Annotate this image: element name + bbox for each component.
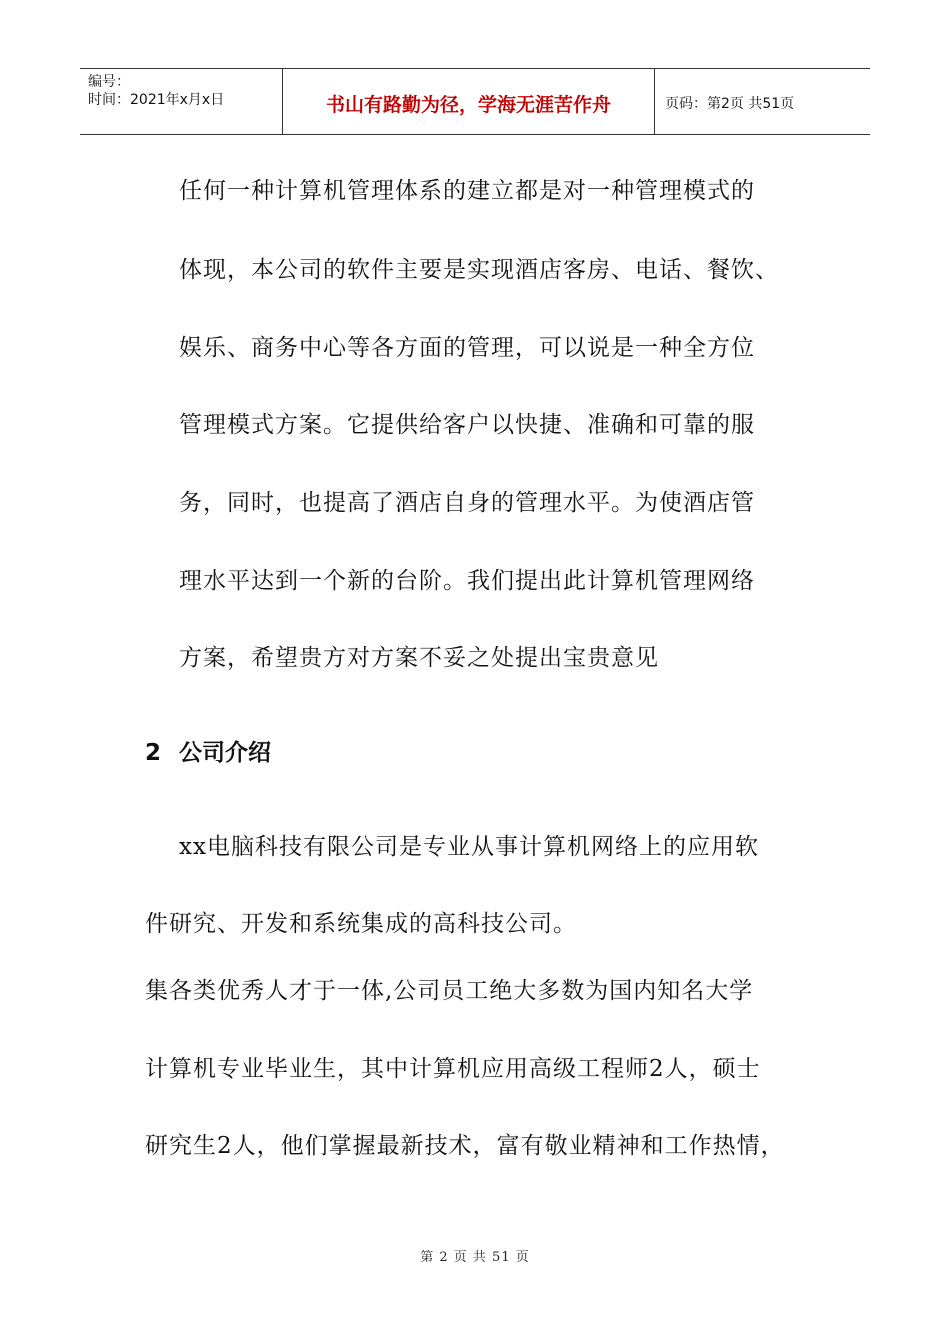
body-line: 体现，本公司的软件主要是实现酒店客房、电话、餐饮、: [179, 257, 779, 283]
body-line: 集各类优秀人才于一体,公司员工绝大多数为国内知名大学: [145, 978, 754, 1004]
header-meta-cell: [80, 69, 283, 134]
body-line: 计算机专业毕业生，其中计算机应用高级工程师2人，硕士: [145, 1056, 761, 1082]
section-number: 2: [145, 740, 162, 766]
header-motto: 书山有路勤为径，学海无涯苦作舟: [283, 69, 655, 134]
body-line: 娱乐、商务中心等各方面的管理，可以说是一种全方位: [179, 335, 755, 361]
section-title: 公司介绍: [179, 740, 271, 766]
body-line: 研究生2人，他们掌握最新技术，富有敬业精神和工作热情，: [145, 1133, 785, 1159]
body-line: xx电脑科技有限公司是专业从事计算机网络上的应用软: [179, 834, 759, 860]
body-line: 任何一种计算机管理体系的建立都是对一种管理模式的: [179, 178, 755, 204]
document-header: [80, 68, 870, 135]
header-date-label: 时间：2021年x月x日: [88, 92, 225, 108]
header-number-label: 编号：: [88, 74, 130, 90]
body-line: 方案，希望贵方对方案不妥之处提出宝贵意见: [179, 645, 659, 671]
section-heading: [145, 734, 271, 767]
body-line: 管理模式方案。它提供给客户以快捷、准确和可靠的服: [179, 412, 755, 438]
body-line: 务，同时，也提高了酒店自身的管理水平。为使酒店管: [179, 490, 755, 516]
header-page-info: 页码：第2页 共51页: [665, 95, 795, 112]
page-footer: 第 2 页 共 51 页: [420, 1250, 530, 1265]
body-line: 理水平达到一个新的台阶。我们提出此计算机管理网络: [179, 568, 755, 594]
body-line: 件研究、开发和系统集成的高科技公司。: [145, 911, 577, 937]
